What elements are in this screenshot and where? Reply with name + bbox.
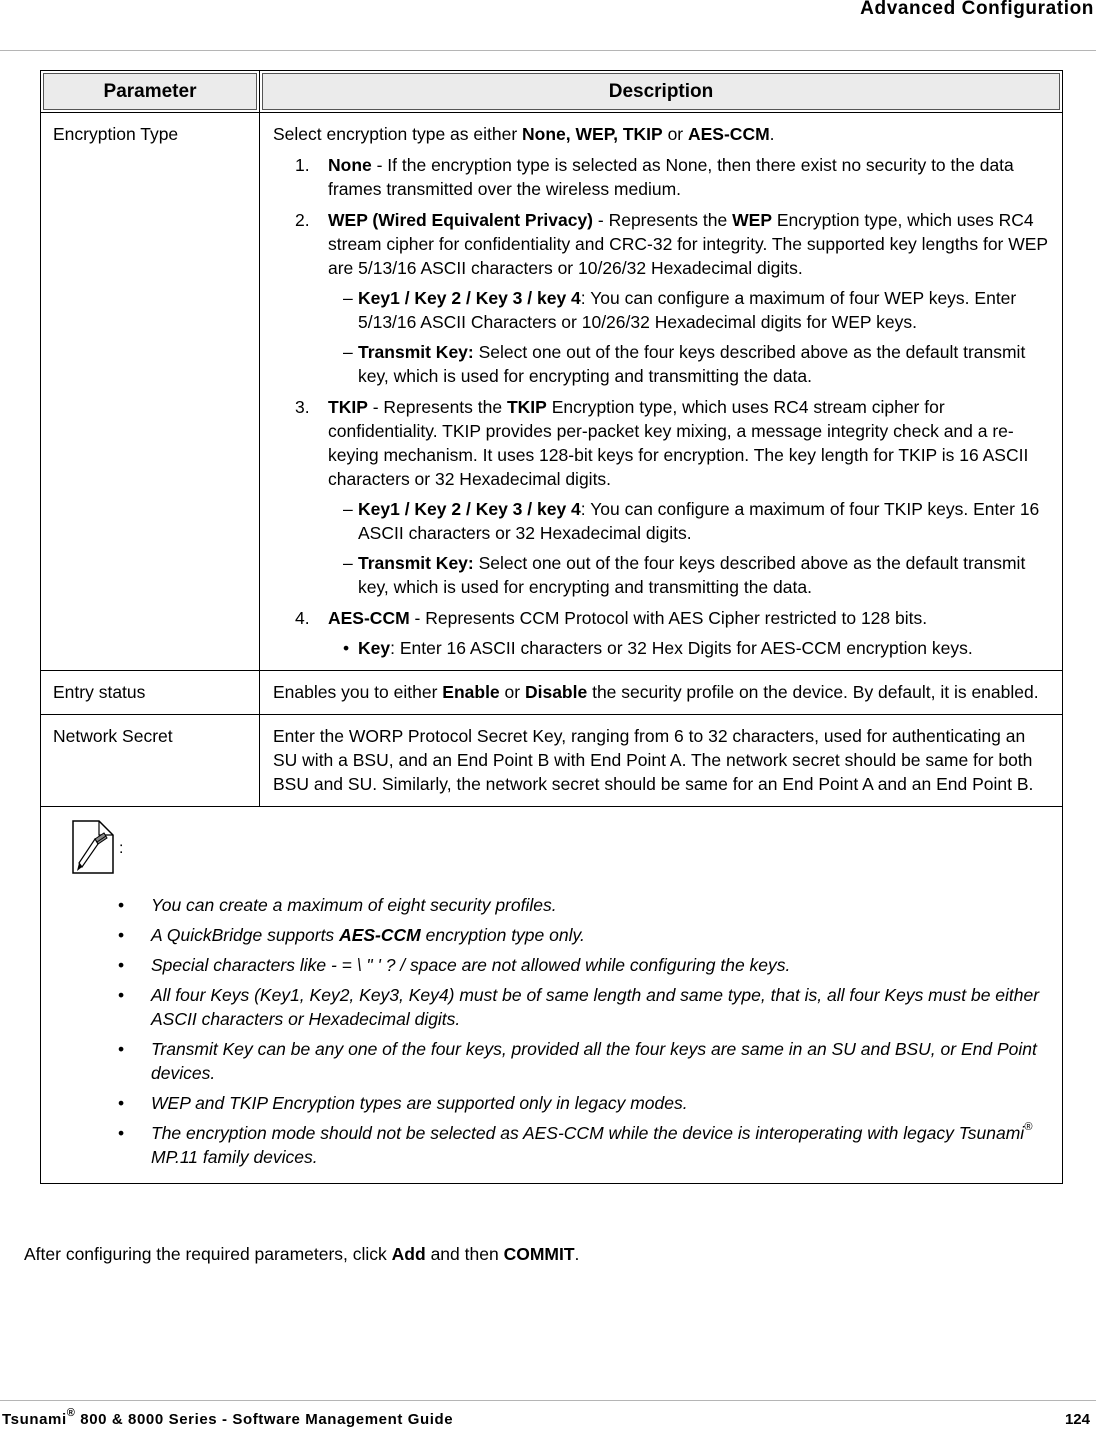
- sub-list-item: • Key: Enter 16 ASCII characters or 32 Hex Digits for AES-CCM encryption keys.: [343, 638, 973, 658]
- note-item: • The encryption mode should not be selected as AES-CCM while the device is interoperating with legacy Tsunami® MP.11 family devices.: [118, 1121, 1033, 1167]
- note-item: • Transmit Key can be any one of the four keys, provided all the four keys are same in an SU and BSU, or End Point devices.: [118, 1039, 1037, 1083]
- note-item: • All four Keys (Key1, Key2, Key3, Key4) must be of same length and same type, that is, all four Keys must be either ASCII characters or Hexadecimal digits.: [118, 985, 1040, 1029]
- note-item: • Special characters like - = \ " ' ? / space are not allowed while configuring the keys.: [118, 955, 791, 975]
- param-desc-entry-status: Enables you to either Enable or Disable the security profile on the device. By default, it is enabled.: [260, 671, 1063, 715]
- list-item: 1. None - If the encryption type is selected as None, then there exist no security to the data frames transmitted over the wireless medium.: [295, 155, 1014, 199]
- note-row: [41, 807, 1063, 1184]
- parameter-table: [40, 70, 1063, 1184]
- pencil-note-icon: [69, 819, 115, 875]
- footer-divider: [0, 1400, 1096, 1401]
- footer-guide-title: Tsunami® 800 & 8000 Series - Software Management Guide: [2, 1407, 454, 1428]
- list-item: 2. WEP (Wired Equivalent Privacy) - Represents the WEP Encryption type, which uses RC4 stream cipher for confidentiality and CRC-32 for integrity. The supported key lengths for WEP are 5/13/16 ASCII characters or 10/26/32 Hexadecimal digits.: [295, 210, 1048, 278]
- table-row: [41, 671, 1063, 715]
- note-item: • A QuickBridge supports AES-CCM encryption type only.: [118, 925, 585, 945]
- note-header: [53, 819, 1050, 881]
- after-config-instruction: After configuring the required parameters, click Add and then COMMIT.: [24, 1244, 580, 1264]
- encryption-intro: Select encryption type as either None, WEP, TKIP or AES-CCM.: [273, 124, 775, 144]
- param-desc-encryption-type: [260, 113, 1063, 671]
- table-row: [41, 715, 1063, 807]
- param-name-encryption-type: Encryption Type: [41, 113, 260, 671]
- sub-list-item: – Key1 / Key 2 / Key 3 / key 4: You can configure a maximum of four TKIP keys. Enter 16 ASCII characters or 32 Hexadecimal digits.: [343, 499, 1040, 543]
- page-number: 124: [1064, 1411, 1090, 1428]
- note-item: • WEP and TKIP Encryption types are supported only in legacy modes.: [118, 1093, 688, 1113]
- sub-list-item: – Key1 / Key 2 / Key 3 / key 4: You can configure a maximum of four WEP keys. Enter 5/13/16 ASCII Characters or 10/26/32 Hexadecimal digits for WEP keys.: [343, 288, 1017, 332]
- table-row: [41, 113, 1063, 671]
- table-header-row: [41, 71, 1063, 113]
- note-list: [53, 893, 1050, 1169]
- note-cell: [41, 807, 1063, 1184]
- page-header-title: Advanced Configuration: [860, 0, 1094, 19]
- sub-list-item: – Transmit Key: Select one out of the four keys described above as the default transmit key, which is used for encrypting and transmitting the data.: [343, 342, 1026, 386]
- list-item: 3. TKIP - Represents the TKIP Encryption type, which uses RC4 stream cipher for confidentiality. TKIP provides per-packet key mixing, a message integrity check and a re-keying mechanism. It uses 128-bit keys for encryption. The key length for TKIP is 16 ASCII characters or 32 Hexadecimal digits.: [295, 397, 1029, 489]
- column-header-description: Description: [260, 71, 1063, 113]
- param-name-entry-status: Entry status: [41, 671, 260, 715]
- list-item: 4. AES-CCM - Represents CCM Protocol with AES Cipher restricted to 128 bits.: [295, 608, 928, 628]
- header-divider: [0, 50, 1096, 51]
- note-item: • You can create a maximum of eight security profiles.: [118, 895, 557, 915]
- column-header-parameter: Parameter: [41, 71, 260, 113]
- note-colon: :: [119, 840, 124, 857]
- param-desc-network-secret: Enter the WORP Protocol Secret Key, ranging from 6 to 32 characters, used for authenticating an SU with a BSU, and an End Point B with End Point A. The network secret should be same for both BSU and SU. Similarly, the network secret should be same for an End Point A and an End Point B.: [260, 715, 1063, 807]
- param-name-network-secret: Network Secret: [41, 715, 260, 807]
- sub-list-item: – Transmit Key: Select one out of the four keys described above as the default transmit key, which is used for encrypting and transmitting the data.: [343, 553, 1026, 597]
